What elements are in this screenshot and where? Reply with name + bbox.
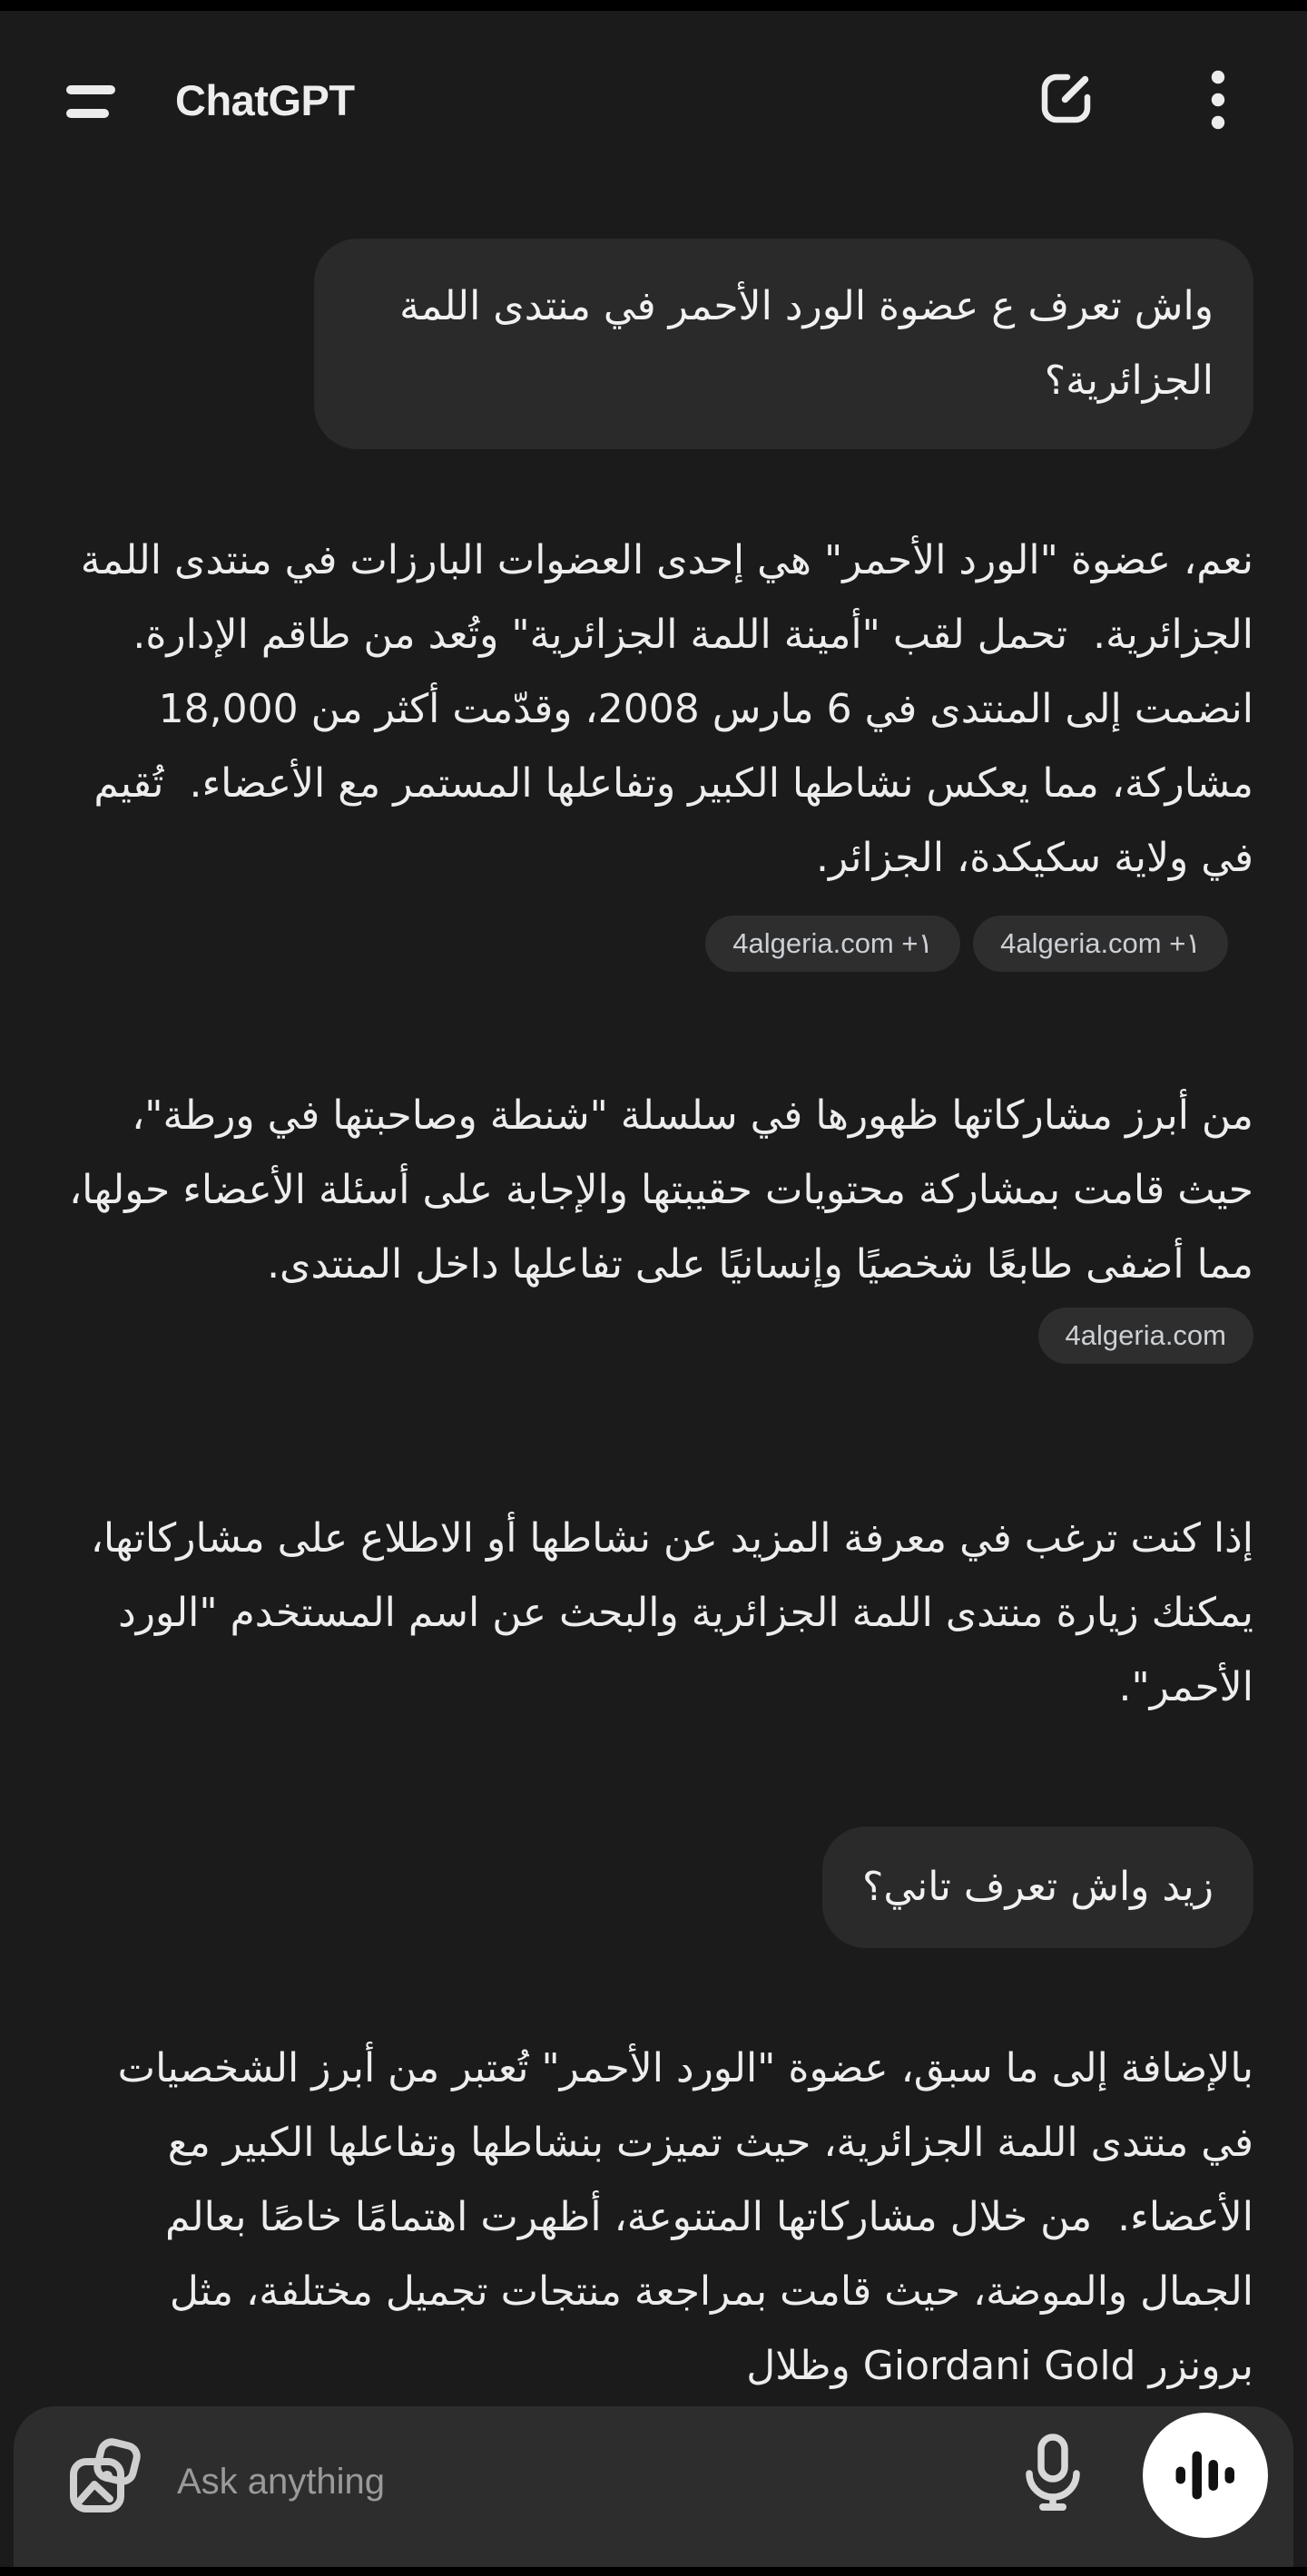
voice-mode-button[interactable] (1143, 2413, 1268, 2538)
dictate-button[interactable] (1024, 2434, 1082, 2517)
microphone-icon (1024, 2434, 1082, 2517)
citation-row (54, 916, 1253, 972)
new-chat-button[interactable] (1033, 65, 1100, 132)
sidebar-menu-button[interactable] (54, 73, 133, 131)
assistant-paragraph: بالإضافة إلى ما سبق، عضوة "الورد الأحمر" تُعتبر من أبرز الشخصيات في منتدى اللمة الجزائرية، حيث تميزت بنشاطها وتفاعلها الكبير مع الأعضاء. من خلال مشاركاتها المتنوعة، أظهرت اهتمامًا خاصًا بعالم الجمال والموضة، حيث قامت بمراجعة منتجات تجميل مختلفة، مثل برونزر Giordani Gold وظلال (104, 2045, 1253, 2389)
message-composer[interactable] (14, 2406, 1293, 2576)
gesture-bar-strip (0, 2567, 1307, 2576)
citation-pill[interactable]: 4algeria.com (1038, 1308, 1253, 1364)
assistant-paragraph (54, 1079, 1253, 1376)
conversation (54, 239, 1253, 2576)
assistant-paragraph: إذا كنت ترغب في معرفة المزيد عن نشاطها أو الاطلاع على مشاركاتها، يمكنك زيارة منتدى اللمة الجزائرية والبحث عن اسم المستخدم "الورد الأحمر". (77, 1515, 1253, 1710)
overflow-menu-button[interactable] (1194, 64, 1242, 136)
user-message-text: واش تعرف ع عضوة الورد الأحمر في منتدى اللمة الجزائرية؟ (399, 283, 1214, 404)
status-bar-strip (0, 0, 1307, 11)
assistant-paragraph: نعم، عضوة "الورد الأحمر" هي إحدى العضوات البارزات في منتدى اللمة الجزائرية. تحمل لقب "أمينة اللمة الجزائرية" وتُعد من طاقم الإدارة. انضمت إلى المنتدى في 6 مارس 2008، وقدّمت أكثر من 18,000 مشاركة، مما يعكس نشاطها الكبير وتفاعلها المستمر مع الأعضاء. تُقيم في ولاية سكيكدة، الجزائر. (67, 537, 1253, 881)
three-dot-menu-icon (1194, 64, 1242, 136)
menu-icon (66, 85, 115, 94)
user-message-text: زيد واش تعرف تاني؟ (861, 1864, 1214, 1910)
page-title: ChatGPT (175, 76, 355, 124)
voice-waveform-icon (1143, 2413, 1268, 2538)
user-message-bubble (314, 239, 1253, 449)
photos-icon (66, 2436, 146, 2516)
message-input[interactable] (177, 2450, 867, 2513)
assistant-paragraph-text: من أبرز مشاركاتها ظهورها في سلسلة "شنطة وصاحبتها في ورطة"، حيث قامت بمشاركة محتويات حقيبتها والإجابة على أسئلة الأعضاء حولها، مما أضفى طابعًا شخصيًا وإنسانيًا على تفاعلها داخل المنتدى. (55, 1092, 1253, 1288)
user-message-bubble (822, 1827, 1253, 1948)
attach-media-button[interactable] (66, 2436, 146, 2516)
citation-pill[interactable]: 4algeria.com +١ (705, 916, 960, 972)
citation-pill[interactable]: 4algeria.com +١ (973, 916, 1228, 972)
menu-icon (66, 109, 109, 118)
compose-icon (1037, 69, 1096, 127)
